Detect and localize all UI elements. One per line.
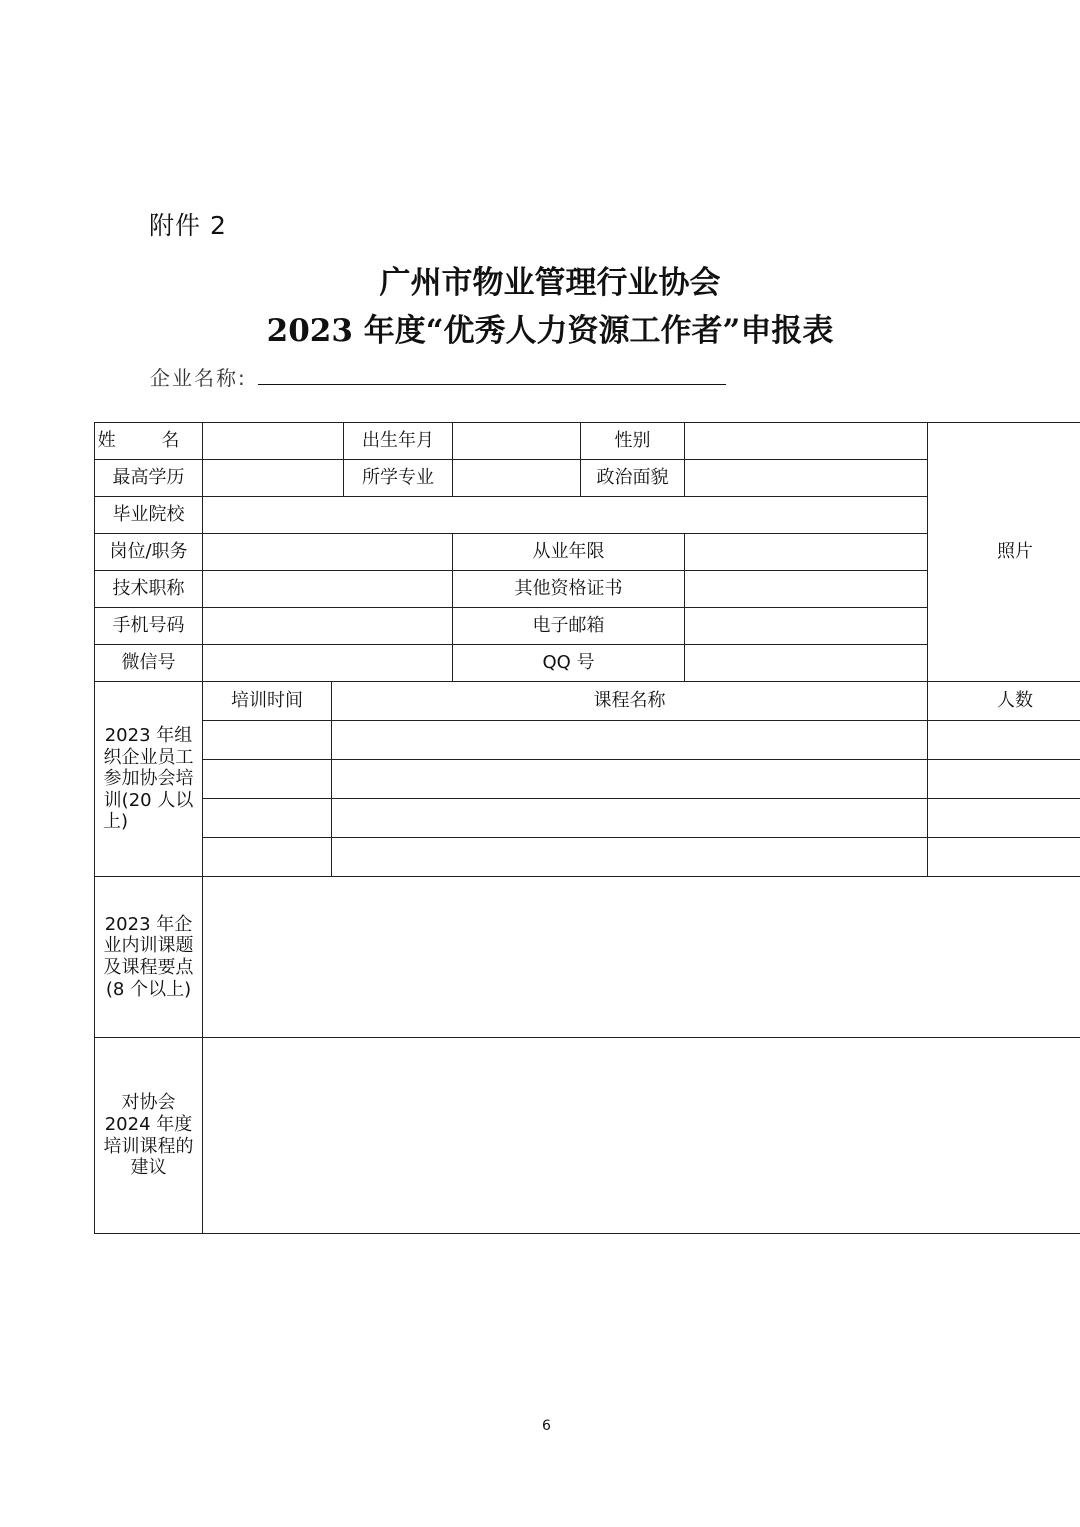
title-field[interactable] (203, 571, 453, 608)
title-label: 技术职称 (95, 571, 203, 608)
training-time-cell[interactable] (203, 760, 332, 799)
qq-field[interactable] (685, 645, 928, 682)
training-course-cell[interactable] (332, 760, 928, 799)
email-label: 电子邮箱 (453, 608, 685, 645)
qq-label: QQ 号 (453, 645, 685, 682)
major-label: 所学专业 (344, 460, 453, 497)
years-field[interactable] (685, 534, 928, 571)
company-name-label: 企业名称: (150, 366, 247, 390)
form-title: 2023 年度“优秀人力资源工作者”申报表 (266, 313, 834, 349)
certificates-label: 其他资格证书 (453, 571, 685, 608)
attachment-label: 附件 2 (149, 211, 227, 240)
training-course-cell[interactable] (332, 721, 928, 760)
name-field[interactable] (203, 423, 344, 460)
suggestion-field[interactable] (203, 1038, 1080, 1234)
photo-cell[interactable]: 照片 (928, 423, 1080, 682)
birth-field[interactable] (453, 423, 581, 460)
school-field[interactable] (203, 497, 928, 534)
training-count-cell[interactable] (928, 838, 1080, 877)
training-time-cell[interactable] (203, 799, 332, 838)
name-label: 姓 名 (95, 423, 203, 460)
political-label: 政治面貌 (581, 460, 685, 497)
position-field[interactable] (203, 534, 453, 571)
phone-field[interactable] (203, 608, 453, 645)
training-course-cell[interactable] (332, 799, 928, 838)
training-count-cell[interactable] (928, 721, 1080, 760)
form-title-org: 广州市物业管理行业协会 (379, 265, 721, 301)
certificates-field[interactable] (685, 571, 928, 608)
major-field[interactable] (453, 460, 581, 497)
internal-training-label: 2023 年企业内训课题及课程要点(8 个以上) (95, 877, 203, 1038)
position-label: 岗位/职务 (95, 534, 203, 571)
years-label: 从业年限 (453, 534, 685, 571)
company-name-field[interactable] (258, 384, 726, 385)
training-course-cell[interactable] (332, 838, 928, 877)
training-count-cell[interactable] (928, 760, 1080, 799)
education-label: 最高学历 (95, 460, 203, 497)
application-form-table (94, 422, 1080, 1234)
training-count-cell[interactable] (928, 799, 1080, 838)
email-field[interactable] (685, 608, 928, 645)
training-count-header: 人数 (928, 682, 1080, 721)
training-time-cell[interactable] (203, 838, 332, 877)
wechat-label: 微信号 (95, 645, 203, 682)
internal-training-field[interactable] (203, 877, 1080, 1038)
page-number: 6 (542, 1418, 551, 1434)
training-time-header: 培训时间 (203, 682, 332, 721)
gender-label: 性别 (581, 423, 685, 460)
wechat-field[interactable] (203, 645, 453, 682)
suggestion-label: 对协会 2024 年度培训课程的建议 (95, 1038, 203, 1234)
gender-field[interactable] (685, 423, 928, 460)
phone-label: 手机号码 (95, 608, 203, 645)
training-course-header: 课程名称 (332, 682, 928, 721)
training-label: 2023 年组织企业员工参加协会培训(20 人以上) (95, 682, 203, 877)
training-time-cell[interactable] (203, 721, 332, 760)
political-field[interactable] (685, 460, 928, 497)
school-label: 毕业院校 (95, 497, 203, 534)
birth-label: 出生年月 (344, 423, 453, 460)
education-field[interactable] (203, 460, 344, 497)
